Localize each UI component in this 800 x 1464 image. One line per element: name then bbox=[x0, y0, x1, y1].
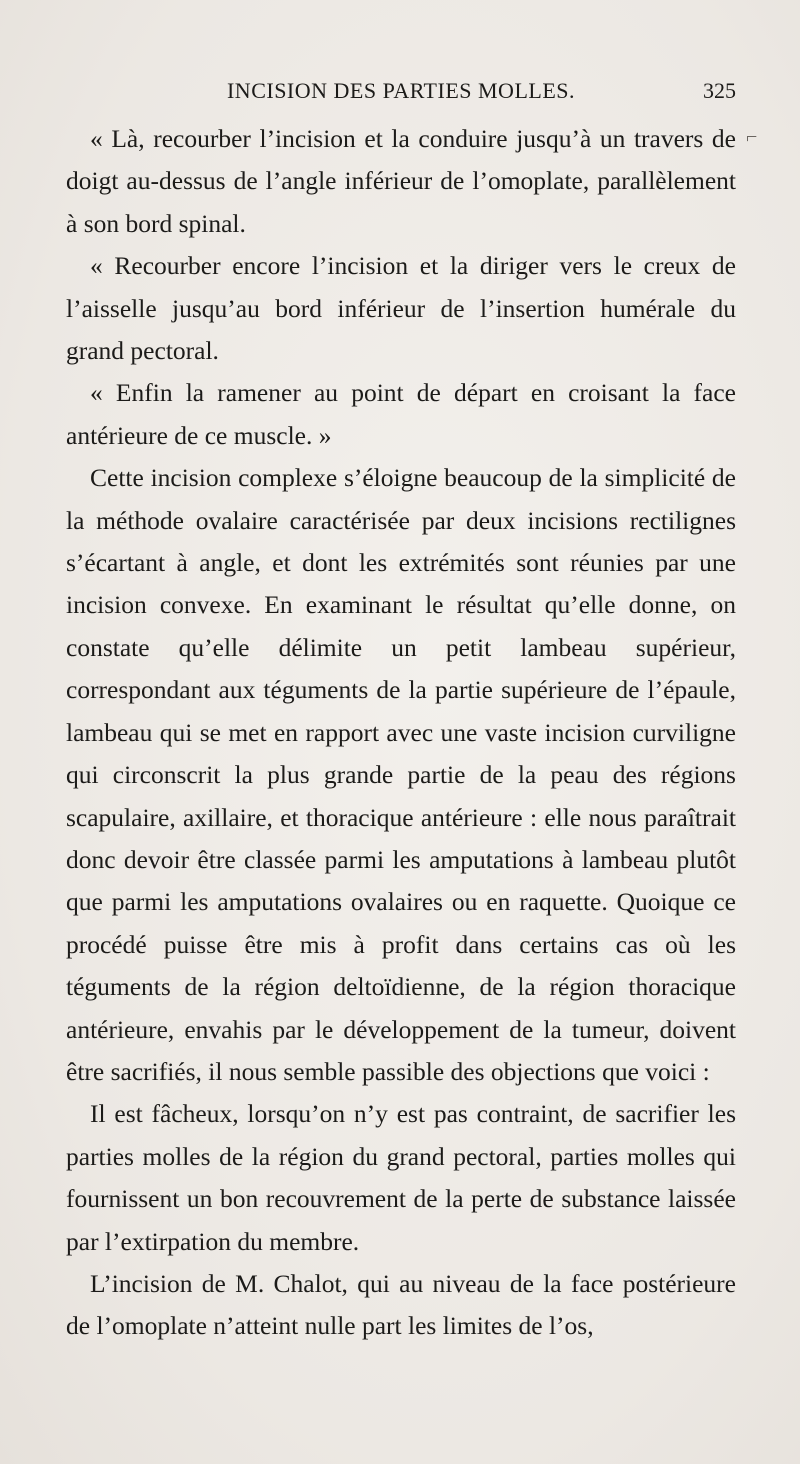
running-title: INCISION DES PARTIES MOLLES. bbox=[226, 78, 575, 103]
paragraph: « Là, recourber l’incision et la conduire jusqu’à un travers de doigt au-dessus de l’angle inférieur de l’omoplate, parallèlement à son bord spinal. bbox=[66, 124, 736, 238]
paragraph: « Enfin la ramener au point de départ en croisant la face antérieure de ce muscle. » bbox=[66, 378, 736, 450]
page-number: 325 bbox=[703, 78, 736, 103]
paragraph: « Recourber encore l’incision et la diriger vers le creux de l’aisselle jusqu’au bord inférieur de l’insertion humérale du grand pectoral. bbox=[66, 251, 736, 366]
margin-mark: ⌐ bbox=[746, 126, 758, 148]
paragraph: Cette incision complexe s’éloigne beaucoup de la simplicité de la méthode ovalaire caractérisée par deux incisions rectilignes s’écartant à angle, et dont les extrémités sont réunies par une incision convexe. En examinant le résultat qu’elle donne, on constate qu’elle délimite un petit lambeau supérieur, correspondant aux téguments de la partie supérieure de l’épaule, lambeau qui se met en rapport avec une vaste incision curviligne qui circonscrit la plus grande partie de la peau des régions scapulaire, axillaire, et thoracique antérieure : elle nous paraîtrait donc devoir être classée parmi les amputations à lambeau plutôt que parmi les amputations ovalaires ou en raquette. Quoique ce procédé puisse être mis à profit dans certains cas où les téguments de la région deltoïdienne, de la région thoracique antérieure, envahis par le développement de la tumeur, doivent être sacrifiés, il nous semble passible des objections que voici : bbox=[66, 463, 736, 1086]
running-header bbox=[66, 78, 736, 108]
paragraph: Il est fâcheux, lorsqu’on n’y est pas contraint, de sacrifier les parties molles de la région du grand pectoral, parties molles qui fournissent un bon recouvrement de la perte de substance laissée par l’extirpation du membre. bbox=[66, 1099, 736, 1256]
paragraph: L’incision de M. Chalot, qui au niveau de la face postérieure de l’omoplate n’atteint nulle part les limites de l’os, bbox=[66, 1268, 736, 1341]
body-text bbox=[66, 118, 736, 1348]
